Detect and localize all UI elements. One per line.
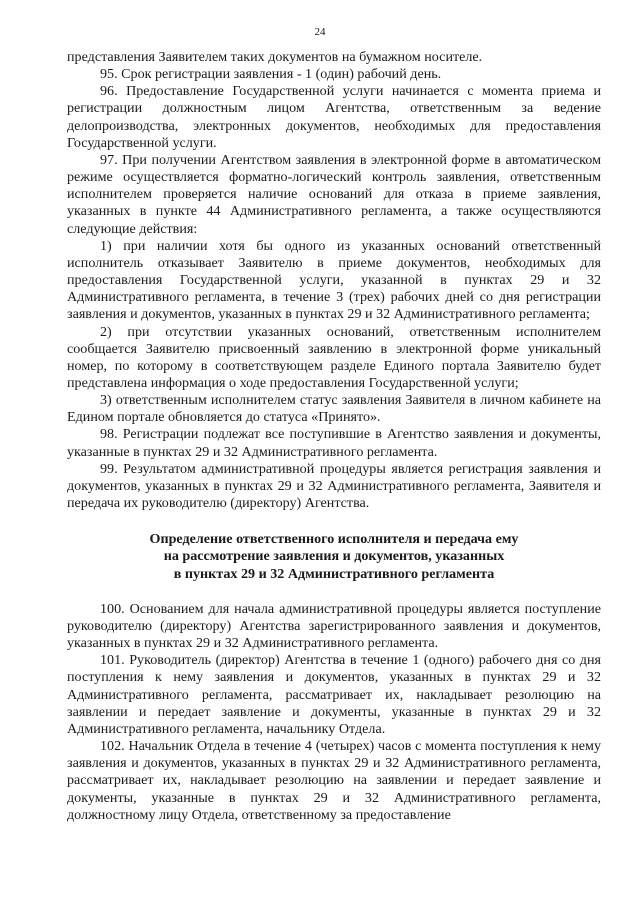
paragraph-97-item-1: 1) при наличии хотя бы одного из указанных оснований ответственный исполнитель отказывает Заявителю в приеме документов, необходимых для предоставления Государственной услуги, указанной в пунктах 29 и 32 Административного регламента, в течение 3 (трех) рабочих дней со дня регистрации заявления и документов, указанных в пунктах 29 и 32 Административного регламента; (67, 237, 601, 323)
page-number: 24 (314, 26, 326, 38)
body-text (67, 49, 601, 824)
paragraph-98: 98. Регистрации подлежат все поступившие в Агентство заявления и документы, указанные в пунктах 29 и 32 Административного регламента. (67, 426, 601, 460)
paragraph-95: 95. Срок регистрации заявления - 1 (один) рабочий день. (100, 66, 442, 83)
paragraph-102: 102. Начальник Отдела в течение 4 (четырех) часов с момента поступления к нему заявления и документов, указанных в пунктах 29 и 32 Административного регламента, рассматривает их, накладывает резолюцию на заявлении и передает заявление и документы, указанные в пунктах 29 и 32 Административного регламента, должностному лицу Отдела, ответственному за предоставление (67, 738, 601, 823)
paragraph-97-item-2: 2) при отсутствии указанных оснований, ответственным исполнителем сообщается Заявителю присвоенный заявлению в электронной форме уникальный номер, по которому в соответствующем разделе Единого портала Заявителю будет представлена информация о ходе предоставления Государственной услуги; (67, 323, 601, 391)
section-heading-line: на рассмотрение заявления и документов, указанных (163, 548, 505, 565)
paragraph-99: 99. Результатом административной процедуры является регистрация заявления и документов, указанных в пунктах 29 и 32 Административного регламента, Заявителя и передача их руководителю (директору) Агентства. (67, 460, 601, 512)
paragraph-96: 96. Предоставление Государственной услуги начинается с момента приема и регистрации должностным лицом Агентства, ответственным за ведение делопроизводства, электронных документов, необходимых для предоставления Государственной услуги. (67, 83, 601, 151)
paragraph-97: 97. При получении Агентством заявления в электронной форме в автоматическом режиме осуществляется форматно-логический контроль заявления, ответственным исполнителем проверяется наличие оснований для отказа в приеме заявления, указанных в пункте 44 Административного регламента, а также осуществляются следующие действия: (67, 151, 601, 237)
paragraph-100: 100. Основанием для начала административной процедуры является поступление руководителю (директору) Агентства зарегистрированного заявления и документов, указанных в пунктах 29 и 32 Административного регламента. (67, 600, 601, 652)
section-heading (67, 531, 601, 583)
section-heading-line: Определение ответственного исполнителя и передача ему (149, 531, 519, 548)
paragraph-continuation: представления Заявителем таких документов на бумажном носителе. (67, 49, 483, 65)
section-heading-line: в пунктах 29 и 32 Административного регламента (173, 565, 495, 582)
paragraph-101: 101. Руководитель (директор) Агентства в течение 1 (одного) рабочего дня со дня поступления к нему заявления и документов, указанных в пунктах 29 и 32 Административного регламента, рассматривает их, накладывает резолюцию на заявлении и передает заявление и документы, указанные в пунктах 29 и 32 Административного регламента, начальнику Отдела. (67, 652, 601, 737)
paragraph-97-item-3: 3) ответственным исполнителем статус заявления Заявителя в личном кабинете на Едином портале обновляется до статуса «Принято». (67, 392, 601, 426)
